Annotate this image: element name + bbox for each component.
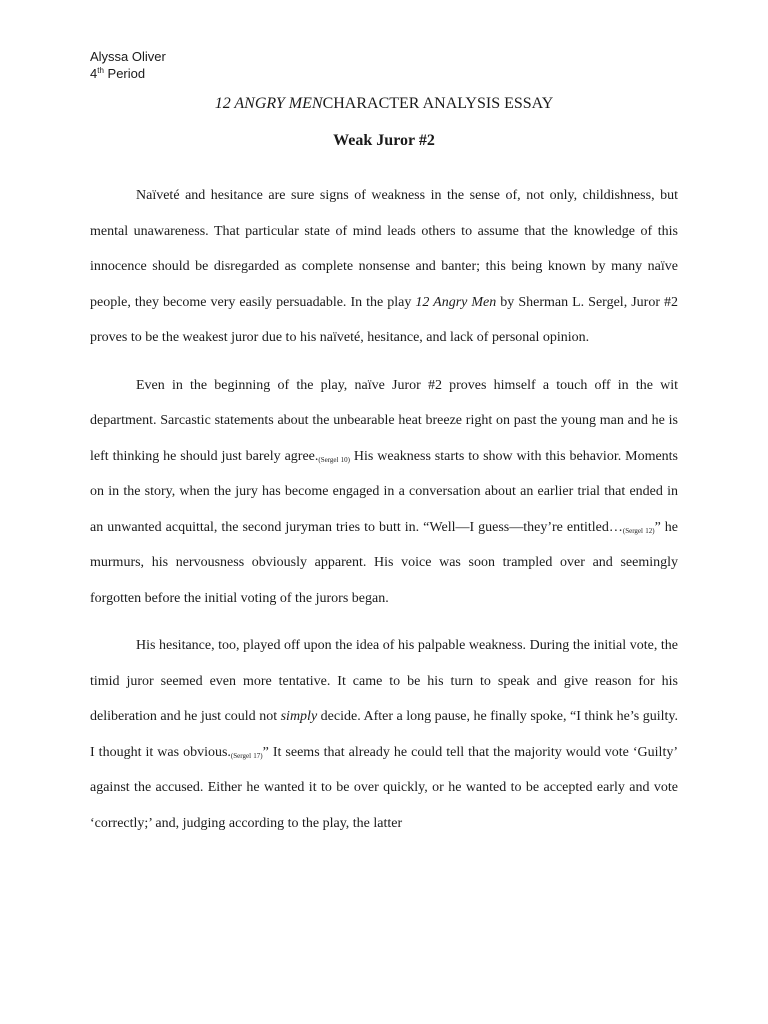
- paragraph-2-text-b: His weakness starts to show with this behavior. Moments on in the story, when the jury has become engaged in a conversation about an earlier trial that ended in an unwanted acquittal, the second juryman tries to butt in. “Well—I guess—they’re entitled…: [90, 448, 679, 535]
- paragraph-3-text-c: ” It seems that already he could tell that the majority would vote ‘Guilty’ against the accused. Either he wanted it to be over quickly, or he wanted to be accepted early and vote ‘correctly;’ and, judging according to the play, the latter: [90, 744, 679, 831]
- essay-title-rest: CHARACTER ANALYSIS ESSAY: [322, 95, 554, 112]
- essay-body: [90, 178, 678, 853]
- paragraph-1-text-a: Naïveté and hesitance are sure signs of weakness in the sense of, not only, childishness, but mental unawareness. That particular state of mind leads others to assume that the knowledge of this innocence should be disregarded as complete nonsense and banter; this being known by many naïve people, they become very easily persuadable. In the play: [90, 188, 678, 310]
- author-name: Alyssa Oliver: [90, 49, 166, 64]
- essay-subtitle: Weak Juror #2: [333, 132, 435, 149]
- paragraph-1-text-b: by Sherman L. Sergel, Juror #2 proves to be the weakest juror due to his naïveté, hesitance, and lack of personal opinion.: [90, 294, 678, 345]
- essay-title: [0, 94, 768, 114]
- citation-sergel-12: (Sergel 12): [622, 526, 655, 535]
- paragraph-2-text-c: ” he murmurs, his nervousness obviously apparent. His voice was soon trampled over and seemingly forgotten before the initial voting of the jurors began.: [90, 519, 678, 606]
- citation-sergel-17: (Sergel 17): [230, 751, 263, 760]
- period-word: Period: [107, 66, 146, 81]
- paragraph-3-text-a: His hesitance, too, played off upon the idea of his palpable weakness. During the initial vote, the timid juror seemed even more tentative. It came to be his turn to speak and give reason for his deliberation and he just could not: [90, 638, 678, 724]
- class-period: [90, 65, 166, 82]
- citation-sergel-10: (Sergel 10): [318, 455, 350, 464]
- author-header: [90, 48, 166, 82]
- period-ordinal: th: [97, 66, 104, 75]
- period-number: 4: [90, 66, 98, 81]
- paragraph-2-text-a: Even in the beginning of the play, naïve Juror #2 proves himself a touch off in the wit department. Sarcastic statements about the unbearable heat breeze right on past the young man and he is left thinking he should just barely agree.: [90, 377, 678, 464]
- play-title-italic: 12 Angry Men: [415, 294, 497, 310]
- essay-title-play: 12 ANGRY MEN: [214, 95, 323, 112]
- paragraph-3-text-b: decide. After a long pause, he finally spoke, “I think he’s guilty. I thought it was obvious.: [90, 709, 679, 760]
- paragraph-2: [90, 368, 678, 617]
- paragraph-1: [90, 178, 678, 356]
- emphasis-simply: simply: [280, 709, 318, 724]
- paragraph-3: [90, 628, 678, 841]
